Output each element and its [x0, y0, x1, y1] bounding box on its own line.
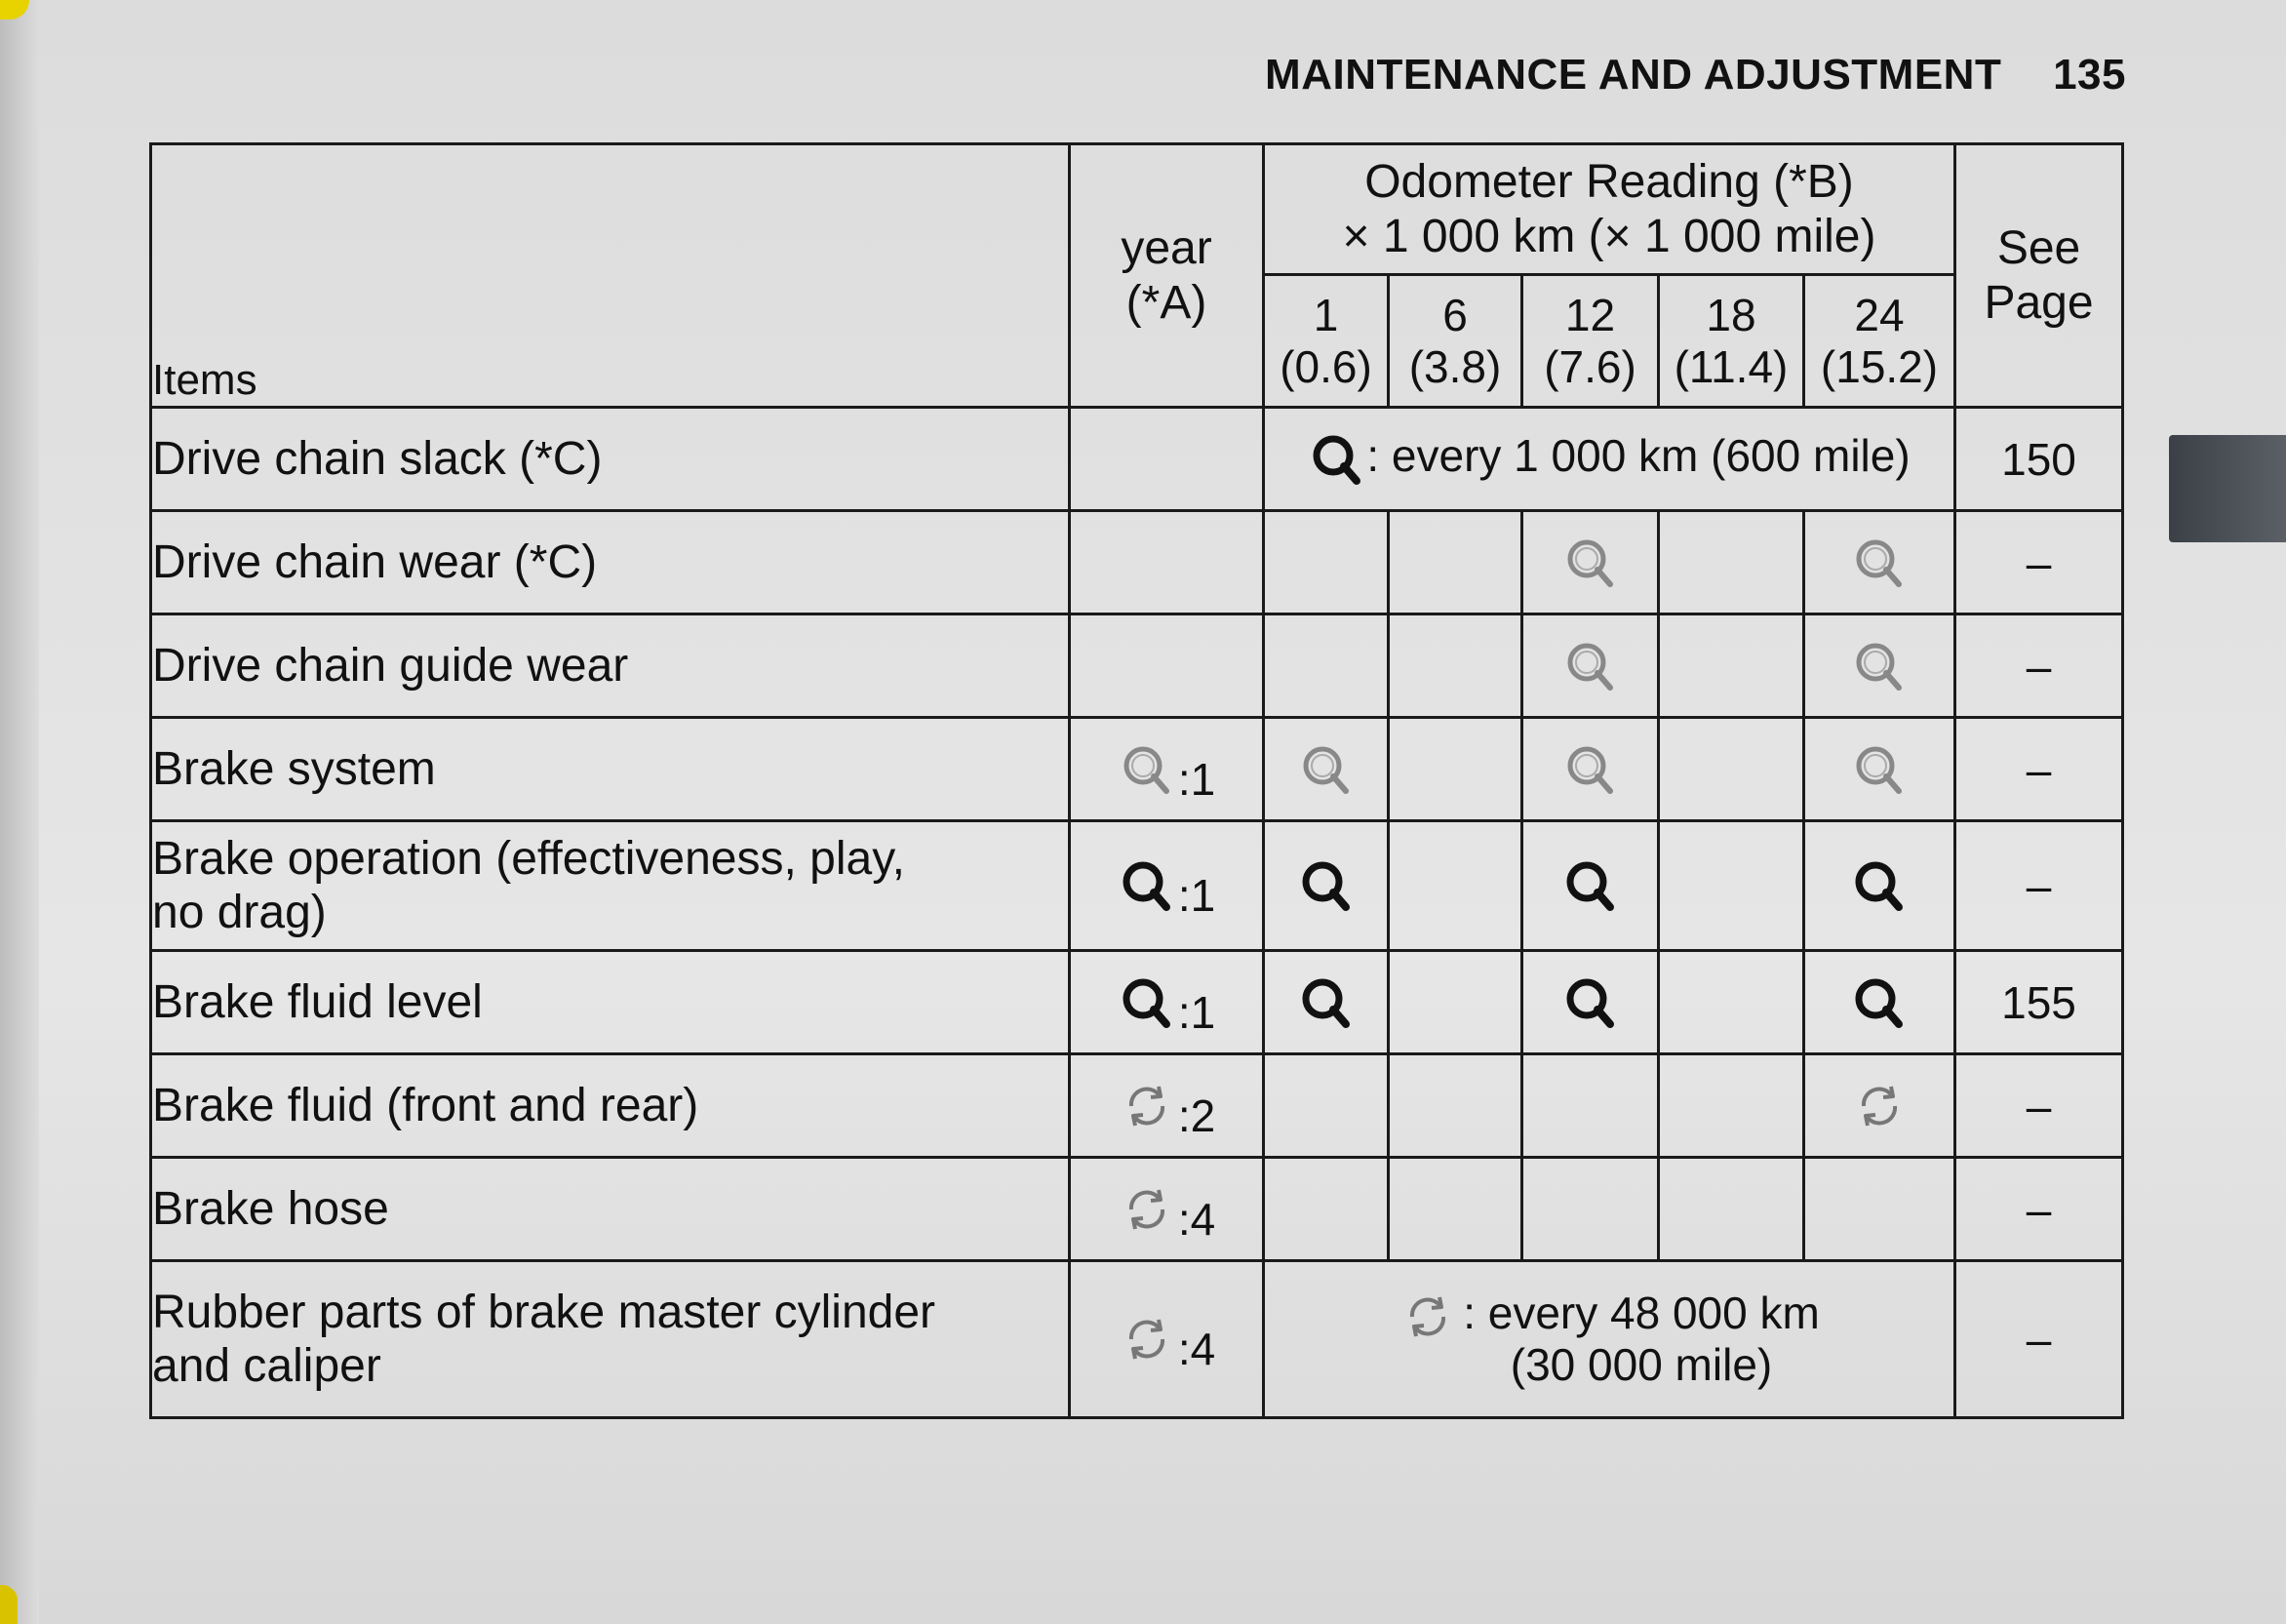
interval-span [1264, 1261, 1955, 1418]
year-cell [1070, 1261, 1264, 1418]
see-page-value: 155 [1955, 951, 2123, 1054]
item-name: Brake fluid level [151, 951, 1070, 1054]
mark-cell [1659, 511, 1804, 614]
item-name: Brake hose [151, 1158, 1070, 1261]
items-header: Items [151, 144, 1070, 408]
inspect-icon [1561, 534, 1620, 592]
maintenance-schedule-table [149, 142, 2124, 1419]
page-number: 135 [2053, 51, 2126, 99]
mark-cell [1804, 511, 1955, 614]
thumb-tab-marker [2169, 435, 2286, 542]
mark-cell [1659, 614, 1804, 718]
odometer-6: 6 (3.8) [1389, 275, 1522, 408]
table-row [151, 511, 2123, 614]
item-name: Brake fluid (front and rear) [151, 1054, 1070, 1158]
mark-cell [1804, 1054, 1955, 1158]
mark-cell [1264, 951, 1389, 1054]
inspect-bold-icon [1118, 856, 1176, 915]
mark-cell [1389, 718, 1522, 821]
section-title: MAINTENANCE AND ADJUSTMENT [1265, 51, 2002, 99]
mark-cell [1264, 718, 1389, 821]
mark-cell [1804, 821, 1955, 951]
year-interval: :4 [1177, 1193, 1216, 1245]
mark-cell [1522, 1158, 1659, 1261]
replace-icon [1399, 1287, 1457, 1346]
year-interval: :4 [1177, 1324, 1216, 1375]
odometer-1: 1 (0.6) [1264, 275, 1389, 408]
year-cell [1070, 718, 1264, 821]
odometer-12: 12 (7.6) [1522, 275, 1659, 408]
inspect-icon [1561, 740, 1620, 799]
mark-cell [1264, 821, 1389, 951]
year-interval: :1 [1177, 986, 1216, 1038]
year-cell [1070, 408, 1264, 511]
item-name: Drive chain guide wear [151, 614, 1070, 718]
see-page-value: – [1955, 1054, 2123, 1158]
replace-icon [1850, 1077, 1909, 1135]
item-name: Brake operation (effectiveness, play, no drag) [151, 821, 1070, 951]
mark-cell [1389, 1158, 1522, 1261]
year-cell [1070, 1054, 1264, 1158]
table-row [151, 614, 2123, 718]
page-header [1248, 51, 2126, 109]
year-interval: :1 [1177, 870, 1216, 922]
mark-cell [1522, 614, 1659, 718]
mark-cell [1804, 718, 1955, 821]
inspect-icon [1850, 740, 1909, 799]
item-name: Drive chain wear (*C) [151, 511, 1070, 614]
year-header: year (*A) [1070, 144, 1264, 408]
inspect-bold-icon [1850, 973, 1909, 1032]
year-cell [1070, 821, 1264, 951]
mark-cell [1264, 1054, 1389, 1158]
see-page-value: – [1955, 511, 2123, 614]
mark-cell [1389, 951, 1522, 1054]
inspect-icon [1850, 534, 1909, 592]
table-row [151, 1158, 2123, 1261]
item-name: Rubber parts of brake master cylinder and caliper [151, 1261, 1070, 1418]
inspect-bold-icon [1308, 430, 1366, 489]
mark-cell [1659, 1158, 1804, 1261]
see-page-value: – [1955, 821, 2123, 951]
table-row [151, 1054, 2123, 1158]
see-page-header: See Page [1955, 144, 2123, 408]
interval-span [1264, 408, 1955, 511]
year-interval: :2 [1177, 1089, 1216, 1141]
mark-cell [1659, 821, 1804, 951]
odometer-24: 24 (15.2) [1804, 275, 1955, 408]
mark-cell [1522, 511, 1659, 614]
mark-cell [1264, 511, 1389, 614]
inspect-bold-icon [1297, 973, 1356, 1032]
year-cell [1070, 1158, 1264, 1261]
mark-cell [1804, 1158, 1955, 1261]
inspect-bold-icon [1561, 856, 1620, 915]
mark-cell [1389, 511, 1522, 614]
odometer-header: Odometer Reading (*B) × 1 000 km (× 1 000 mile) [1264, 144, 1955, 275]
table-row [151, 408, 2123, 511]
replace-icon [1118, 1310, 1176, 1368]
table-row [151, 718, 2123, 821]
mark-cell [1659, 1054, 1804, 1158]
table-row [151, 821, 2123, 951]
inspect-icon [1297, 740, 1356, 799]
odometer-18: 18 (11.4) [1659, 275, 1804, 408]
mark-cell [1522, 951, 1659, 1054]
item-name: Brake system [151, 718, 1070, 821]
year-interval: :1 [1177, 753, 1216, 805]
mark-cell [1659, 718, 1804, 821]
mark-cell [1389, 1054, 1522, 1158]
inspect-icon [1561, 637, 1620, 695]
see-page-value: – [1955, 614, 2123, 718]
page-gutter [0, 0, 39, 1624]
see-page-value: – [1955, 1158, 2123, 1261]
inspect-icon [1850, 637, 1909, 695]
mark-cell [1804, 614, 1955, 718]
interval-text: : every 48 000 km (30 000 mile) [1463, 1287, 1820, 1390]
inspect-bold-icon [1118, 973, 1176, 1032]
see-page-value: – [1955, 1261, 2123, 1418]
mark-cell [1264, 1158, 1389, 1261]
see-page-value: – [1955, 718, 2123, 821]
mark-cell [1389, 614, 1522, 718]
interval-text: : every 1 000 km (600 mile) [1366, 430, 1911, 482]
mark-cell [1804, 951, 1955, 1054]
mark-cell [1522, 821, 1659, 951]
replace-icon [1118, 1077, 1176, 1135]
see-page-value: 150 [1955, 408, 2123, 511]
mark-cell [1659, 951, 1804, 1054]
inspect-bold-icon [1850, 856, 1909, 915]
inspect-icon [1118, 740, 1176, 799]
inspect-bold-icon [1297, 856, 1356, 915]
table-row [151, 951, 2123, 1054]
year-cell [1070, 511, 1264, 614]
item-name: Drive chain slack (*C) [151, 408, 1070, 511]
mark-cell [1522, 1054, 1659, 1158]
year-cell [1070, 614, 1264, 718]
inspect-bold-icon [1561, 973, 1620, 1032]
year-cell [1070, 951, 1264, 1054]
mark-cell [1522, 718, 1659, 821]
mark-cell [1264, 614, 1389, 718]
replace-icon [1118, 1180, 1176, 1239]
mark-cell [1389, 821, 1522, 951]
table-row [151, 1261, 2123, 1418]
